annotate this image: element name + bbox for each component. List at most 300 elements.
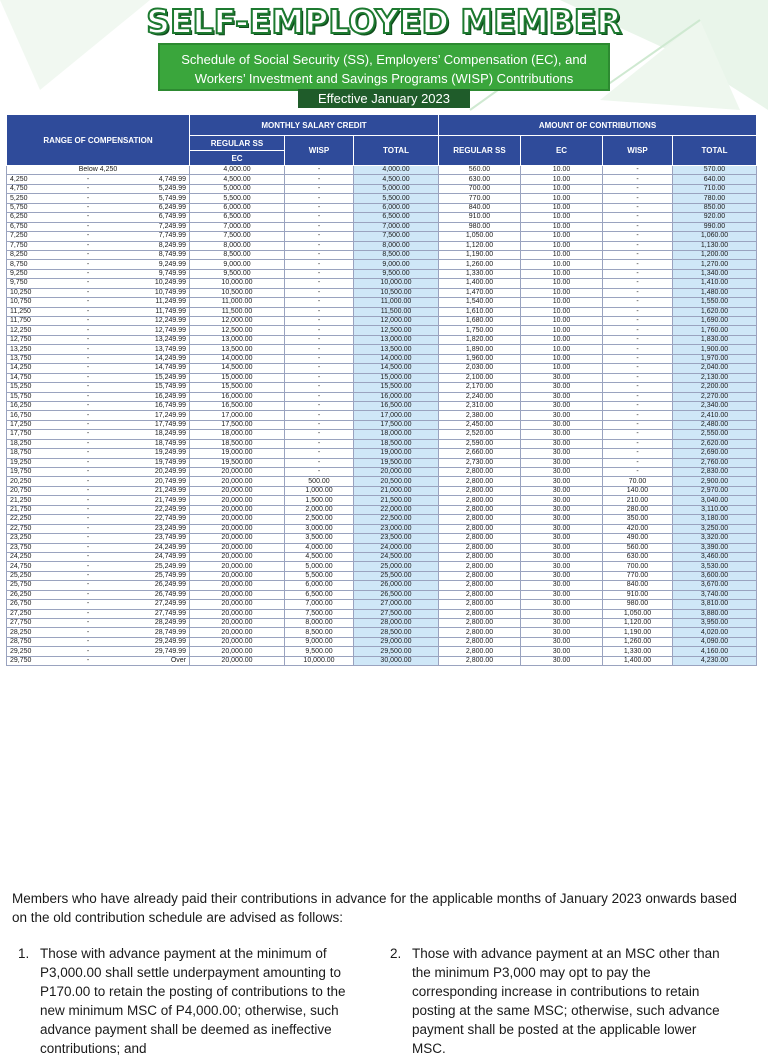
- msc-total-cell: 4,000.00: [354, 166, 439, 175]
- contrib-wisp-cell: -: [603, 345, 673, 354]
- table-row: [7, 175, 757, 184]
- contrib-regular-ss-cell: 2,800.00: [439, 543, 521, 552]
- msc-regular-ss-cell: 20,000.00: [190, 534, 285, 543]
- range-cell: [7, 184, 190, 193]
- msc-wisp-cell: 7,500.00: [285, 609, 354, 618]
- msc-regular-ss-cell: 9,500.00: [190, 269, 285, 278]
- table-row: [7, 477, 757, 486]
- table-row: [7, 600, 757, 609]
- contrib-total-cell: 920.00: [673, 213, 757, 222]
- msc-regular-ss-cell: 20,000.00: [190, 571, 285, 580]
- table-row: [7, 468, 757, 477]
- range-dash: -: [86, 534, 90, 542]
- contrib-ec-cell: 10.00: [521, 335, 603, 344]
- range-to: 8,749.99: [158, 251, 186, 259]
- range-to: 23,249.99: [154, 524, 186, 532]
- contrib-regular-ss-cell: 2,800.00: [439, 647, 521, 656]
- contrib-total-cell: 1,900.00: [673, 345, 757, 354]
- msc-total-cell: 25,000.00: [354, 562, 439, 571]
- effective-date-badge: Effective January 2023: [298, 89, 470, 108]
- range-cell: [7, 260, 190, 269]
- msc-regular-ss-cell: 20,000.00: [190, 505, 285, 514]
- range-to: 22,249.99: [154, 505, 186, 513]
- msc-wisp-cell: -: [285, 269, 354, 278]
- contrib-wisp-cell: -: [603, 241, 673, 250]
- table-row: [7, 420, 757, 429]
- contrib-regular-ss-cell: 1,470.00: [439, 288, 521, 297]
- contrib-regular-ss-cell: 2,800.00: [439, 581, 521, 590]
- contrib-wisp-cell: -: [603, 307, 673, 316]
- table-row: [7, 628, 757, 637]
- contrib-regular-ss-cell: 2,730.00: [439, 458, 521, 467]
- msc-regular-ss-cell: 7,500.00: [190, 232, 285, 241]
- range-dash: -: [86, 487, 90, 495]
- range-from: 10,750: [10, 298, 32, 306]
- range-cell: [7, 477, 190, 486]
- table-row: [7, 552, 757, 561]
- msc-regular-ss-cell: 20,000.00: [190, 619, 285, 628]
- contrib-regular-ss-cell: 2,800.00: [439, 656, 521, 665]
- range-cell: [7, 279, 190, 288]
- range-cell: [7, 298, 190, 307]
- contrib-regular-ss-cell: 2,800.00: [439, 486, 521, 495]
- msc-total-cell: 9,500.00: [354, 269, 439, 278]
- range-from: 8,250: [10, 251, 28, 259]
- contrib-ec-cell: 30.00: [521, 524, 603, 533]
- msc-regular-ss-cell: 20,000.00: [190, 468, 285, 477]
- table-row: [7, 637, 757, 646]
- note-item-2-line: Those with advance payment at an MSC other than: [412, 946, 720, 961]
- range-cell: [7, 590, 190, 599]
- range-from: 12,750: [10, 336, 32, 344]
- range-cell: [7, 307, 190, 316]
- contrib-total-cell: 3,110.00: [673, 505, 757, 514]
- msc-wisp-cell: 1,500.00: [285, 496, 354, 505]
- contrib-ec-cell: 30.00: [521, 439, 603, 448]
- msc-regular-ss-cell: 20,000.00: [190, 600, 285, 609]
- msc-wisp-cell: -: [285, 383, 354, 392]
- contrib-wisp-cell: -: [603, 439, 673, 448]
- contrib-total-cell: 4,230.00: [673, 656, 757, 665]
- range-from: 20,750: [10, 487, 32, 495]
- contrib-regular-ss-cell: 1,120.00: [439, 241, 521, 250]
- note-item-1-line: P170.00 to retain the posting of contributions to the: [40, 984, 346, 999]
- contrib-wisp-cell: -: [603, 392, 673, 401]
- range-cell: [7, 222, 190, 231]
- range-to: 20,749.99: [154, 477, 186, 485]
- contrib-regular-ss-cell: 2,800.00: [439, 637, 521, 646]
- table-row: [7, 534, 757, 543]
- contrib-ec-cell: 30.00: [521, 656, 603, 665]
- note-item-2-line: the minimum P3,000 may opt to pay the: [412, 965, 651, 980]
- contrib-total-cell: 3,320.00: [673, 534, 757, 543]
- range-from: 16,250: [10, 402, 32, 410]
- msc-regular-ss-cell: 20,000.00: [190, 590, 285, 599]
- msc-wisp-cell: -: [285, 354, 354, 363]
- range-from: 25,750: [10, 581, 32, 589]
- contrib-total-cell: 570.00: [673, 166, 757, 175]
- contrib-regular-ss-cell: 1,960.00: [439, 354, 521, 363]
- contrib-regular-ss-cell: 840.00: [439, 203, 521, 212]
- note-item-2: [390, 944, 750, 1058]
- range-cell: [7, 326, 190, 335]
- note-item-2-line: payment shall be posted at the applicable lower: [412, 1022, 697, 1037]
- advance-payment-note: Members who have already paid their contributions in advance for the applicable months of January 2023 onwards based on the old contribution schedule are advised as follows:: [12, 891, 737, 925]
- range-from: 10,250: [10, 288, 32, 296]
- header-ec-contrib: EC: [521, 136, 603, 166]
- table-row: [7, 354, 757, 363]
- msc-wisp-cell: -: [285, 175, 354, 184]
- contrib-wisp-cell: -: [603, 279, 673, 288]
- contrib-regular-ss-cell: 2,800.00: [439, 496, 521, 505]
- range-dash: -: [86, 317, 90, 325]
- contrib-total-cell: 2,830.00: [673, 468, 757, 477]
- contrib-regular-ss-cell: 2,800.00: [439, 619, 521, 628]
- contrib-total-cell: 1,130.00: [673, 241, 757, 250]
- table-row: [7, 383, 757, 392]
- contrib-wisp-cell: -: [603, 175, 673, 184]
- range-dash: -: [86, 383, 90, 391]
- range-to: 22,749.99: [154, 515, 186, 523]
- contrib-regular-ss-cell: 630.00: [439, 175, 521, 184]
- range-from: 9,750: [10, 279, 28, 287]
- range-cell: [7, 354, 190, 363]
- table-row: [7, 373, 757, 382]
- table-row: [7, 364, 757, 373]
- range-cell: [7, 194, 190, 203]
- contrib-total-cell: 1,340.00: [673, 269, 757, 278]
- contrib-regular-ss-cell: 560.00: [439, 166, 521, 175]
- range-cell: Below 4,250: [7, 166, 190, 175]
- msc-total-cell: 7,500.00: [354, 232, 439, 241]
- range-from: 11,750: [10, 317, 31, 325]
- msc-total-cell: 16,500.00: [354, 401, 439, 410]
- msc-wisp-cell: -: [285, 288, 354, 297]
- msc-wisp-cell: 7,000.00: [285, 600, 354, 609]
- contrib-regular-ss-cell: 2,590.00: [439, 439, 521, 448]
- msc-wisp-cell: -: [285, 468, 354, 477]
- contrib-total-cell: 2,410.00: [673, 411, 757, 420]
- msc-wisp-cell: -: [285, 345, 354, 354]
- range-from: 12,250: [10, 326, 32, 334]
- range-cell: [7, 411, 190, 420]
- contrib-wisp-cell: 770.00: [603, 571, 673, 580]
- contrib-total-cell: 3,670.00: [673, 581, 757, 590]
- contrib-regular-ss-cell: 1,260.00: [439, 260, 521, 269]
- contrib-wisp-cell: 980.00: [603, 600, 673, 609]
- range-cell: [7, 571, 190, 580]
- contrib-ec-cell: 30.00: [521, 392, 603, 401]
- msc-regular-ss-cell: 20,000.00: [190, 647, 285, 656]
- contrib-wisp-cell: -: [603, 354, 673, 363]
- msc-wisp-cell: -: [285, 184, 354, 193]
- contrib-ec-cell: 30.00: [521, 401, 603, 410]
- contrib-wisp-cell: -: [603, 269, 673, 278]
- range-to: 21,249.99: [154, 487, 186, 495]
- msc-regular-ss-cell: 6,000.00: [190, 203, 285, 212]
- range-from: 17,750: [10, 430, 32, 438]
- msc-wisp-cell: -: [285, 298, 354, 307]
- contrib-wisp-cell: -: [603, 317, 673, 326]
- contrib-regular-ss-cell: 1,750.00: [439, 326, 521, 335]
- contrib-total-cell: 3,530.00: [673, 562, 757, 571]
- range-cell: [7, 543, 190, 552]
- contrib-ec-cell: 30.00: [521, 383, 603, 392]
- range-from: 22,250: [10, 515, 32, 523]
- msc-wisp-cell: 1,000.00: [285, 486, 354, 495]
- table-row: [7, 392, 757, 401]
- range-from: 19,750: [10, 468, 32, 476]
- range-dash: -: [86, 600, 90, 608]
- range-dash: -: [86, 430, 90, 438]
- contrib-wisp-cell: 1,330.00: [603, 647, 673, 656]
- msc-wisp-cell: -: [285, 401, 354, 410]
- contrib-regular-ss-cell: 1,540.00: [439, 298, 521, 307]
- msc-wisp-cell: 9,500.00: [285, 647, 354, 656]
- msc-regular-ss-cell: 20,000.00: [190, 486, 285, 495]
- msc-wisp-cell: 4,500.00: [285, 552, 354, 561]
- contrib-regular-ss-cell: 1,330.00: [439, 269, 521, 278]
- msc-regular-ss-cell: 10,000.00: [190, 279, 285, 288]
- note-item-1-line: new minimum MSC of P4,000.00; otherwise, such: [40, 1003, 339, 1018]
- range-to: 28,249.99: [154, 619, 186, 627]
- table-row: [7, 449, 757, 458]
- contrib-ec-cell: 30.00: [521, 543, 603, 552]
- contrib-wisp-cell: -: [603, 430, 673, 439]
- msc-wisp-cell: 9,000.00: [285, 637, 354, 646]
- contrib-wisp-cell: 350.00: [603, 515, 673, 524]
- range-cell: [7, 335, 190, 344]
- contrib-regular-ss-cell: 2,800.00: [439, 571, 521, 580]
- contrib-wisp-cell: 700.00: [603, 562, 673, 571]
- contrib-ec-cell: 30.00: [521, 373, 603, 382]
- msc-wisp-cell: -: [285, 449, 354, 458]
- range-dash: -: [86, 203, 90, 211]
- table-row: [7, 562, 757, 571]
- contrib-total-cell: 1,550.00: [673, 298, 757, 307]
- table-row: [7, 250, 757, 259]
- range-from: 4,250: [10, 175, 28, 183]
- table-row: [7, 279, 757, 288]
- msc-total-cell: 14,000.00: [354, 354, 439, 363]
- contrib-wisp-cell: 140.00: [603, 486, 673, 495]
- contrib-wisp-cell: 490.00: [603, 534, 673, 543]
- range-dash: -: [86, 553, 90, 561]
- msc-regular-ss-cell: 17,000.00: [190, 411, 285, 420]
- contrib-wisp-cell: 1,260.00: [603, 637, 673, 646]
- range-to: 23,749.99: [154, 534, 186, 542]
- msc-regular-ss-cell: 20,000.00: [190, 543, 285, 552]
- contrib-ec-cell: 30.00: [521, 477, 603, 486]
- range-from: 24,250: [10, 553, 32, 561]
- msc-total-cell: 17,500.00: [354, 420, 439, 429]
- note-item-2-line: MSC.: [412, 1041, 446, 1056]
- msc-regular-ss-cell: 11,000.00: [190, 298, 285, 307]
- range-cell: [7, 430, 190, 439]
- msc-regular-ss-cell: 12,500.00: [190, 326, 285, 335]
- subtitle-line-2: Workers’ Investment and Savings Programs (WISP) Contributions: [194, 71, 574, 86]
- range-from: 23,750: [10, 543, 32, 551]
- range-cell: [7, 317, 190, 326]
- range-cell: [7, 486, 190, 495]
- range-cell: [7, 581, 190, 590]
- range-from: 14,750: [10, 373, 32, 381]
- contrib-regular-ss-cell: 1,190.00: [439, 250, 521, 259]
- range-from: 29,250: [10, 647, 32, 655]
- msc-regular-ss-cell: 20,000.00: [190, 637, 285, 646]
- msc-total-cell: 26,500.00: [354, 590, 439, 599]
- contrib-total-cell: 3,180.00: [673, 515, 757, 524]
- msc-wisp-cell: -: [285, 166, 354, 175]
- range-cell: [7, 458, 190, 467]
- contrib-total-cell: 1,620.00: [673, 307, 757, 316]
- range-from: 11,250: [10, 307, 31, 315]
- range-cell: [7, 637, 190, 646]
- table-row: [7, 232, 757, 241]
- note-item-2-line: posting at the same MSC; otherwise, such advance: [412, 1003, 720, 1018]
- range-from: 26,250: [10, 590, 32, 598]
- contrib-total-cell: 2,550.00: [673, 430, 757, 439]
- range-dash: -: [86, 260, 90, 268]
- contrib-total-cell: 2,620.00: [673, 439, 757, 448]
- msc-regular-ss-cell: 11,500.00: [190, 307, 285, 316]
- msc-regular-ss-cell: 8,000.00: [190, 241, 285, 250]
- range-from: 14,250: [10, 364, 32, 372]
- table-row: [7, 486, 757, 495]
- contrib-wisp-cell: 210.00: [603, 496, 673, 505]
- note-item-1-line: P3,000.00 shall settle underpayment amounting to: [40, 965, 341, 980]
- msc-wisp-cell: -: [285, 260, 354, 269]
- msc-wisp-cell: -: [285, 392, 354, 401]
- contrib-ec-cell: 30.00: [521, 505, 603, 514]
- range-cell: [7, 392, 190, 401]
- contrib-ec-cell: 10.00: [521, 345, 603, 354]
- contrib-regular-ss-cell: 1,050.00: [439, 232, 521, 241]
- range-from: 5,250: [10, 194, 28, 202]
- range-from: 26,750: [10, 600, 32, 608]
- table-row: [7, 430, 757, 439]
- msc-regular-ss-cell: 15,500.00: [190, 383, 285, 392]
- range-to: 18,749.99: [154, 439, 186, 447]
- msc-total-cell: 6,500.00: [354, 213, 439, 222]
- msc-wisp-cell: -: [285, 317, 354, 326]
- msc-total-cell: 7,000.00: [354, 222, 439, 231]
- contrib-ec-cell: 10.00: [521, 317, 603, 326]
- contrib-total-cell: 3,810.00: [673, 600, 757, 609]
- msc-total-cell: 16,000.00: [354, 392, 439, 401]
- msc-wisp-cell: 3,000.00: [285, 524, 354, 533]
- contrib-total-cell: 3,040.00: [673, 496, 757, 505]
- contrib-regular-ss-cell: 2,800.00: [439, 477, 521, 486]
- msc-wisp-cell: -: [285, 439, 354, 448]
- contrib-ec-cell: 10.00: [521, 250, 603, 259]
- table-row: [7, 571, 757, 580]
- contrib-ec-cell: 10.00: [521, 213, 603, 222]
- msc-wisp-cell: -: [285, 373, 354, 382]
- contrib-wisp-cell: 1,400.00: [603, 656, 673, 665]
- msc-total-cell: 20,500.00: [354, 477, 439, 486]
- msc-regular-ss-cell: 17,500.00: [190, 420, 285, 429]
- range-cell: [7, 232, 190, 241]
- contrib-ec-cell: 30.00: [521, 486, 603, 495]
- contrib-ec-cell: 30.00: [521, 637, 603, 646]
- msc-wisp-cell: -: [285, 430, 354, 439]
- range-to: 6,749.99: [158, 213, 186, 221]
- contrib-regular-ss-cell: 2,800.00: [439, 515, 521, 524]
- msc-wisp-cell: -: [285, 222, 354, 231]
- contrib-wisp-cell: -: [603, 260, 673, 269]
- msc-total-cell: 25,500.00: [354, 571, 439, 580]
- contrib-wisp-cell: -: [603, 373, 673, 382]
- msc-regular-ss-cell: 10,500.00: [190, 288, 285, 297]
- msc-regular-ss-cell: 18,000.00: [190, 430, 285, 439]
- msc-wisp-cell: -: [285, 364, 354, 373]
- table-row: [7, 288, 757, 297]
- contrib-ec-cell: 30.00: [521, 496, 603, 505]
- contrib-total-cell: 1,690.00: [673, 317, 757, 326]
- contrib-wisp-cell: -: [603, 383, 673, 392]
- range-from: 4,750: [10, 185, 28, 193]
- range-to: 24,249.99: [154, 543, 186, 551]
- msc-total-cell: 12,500.00: [354, 326, 439, 335]
- msc-total-cell: 22,000.00: [354, 505, 439, 514]
- msc-total-cell: 27,000.00: [354, 600, 439, 609]
- contrib-total-cell: 2,480.00: [673, 420, 757, 429]
- range-from: 7,750: [10, 241, 28, 249]
- contrib-wisp-cell: 630.00: [603, 552, 673, 561]
- range-from: 15,750: [10, 392, 32, 400]
- table-row: [7, 184, 757, 193]
- range-cell: [7, 269, 190, 278]
- contrib-ec-cell: 10.00: [521, 194, 603, 203]
- contrib-regular-ss-cell: 980.00: [439, 222, 521, 231]
- range-cell: [7, 439, 190, 448]
- range-from: 25,250: [10, 572, 32, 580]
- range-to: 17,249.99: [154, 411, 186, 419]
- contrib-regular-ss-cell: 2,520.00: [439, 430, 521, 439]
- range-to: 27,249.99: [154, 600, 186, 608]
- contrib-wisp-cell: -: [603, 288, 673, 297]
- range-cell: [7, 373, 190, 382]
- msc-total-cell: 28,000.00: [354, 619, 439, 628]
- contrib-wisp-cell: -: [603, 213, 673, 222]
- contrib-total-cell: 3,250.00: [673, 524, 757, 533]
- range-dash: -: [86, 175, 90, 183]
- msc-regular-ss-cell: 13,500.00: [190, 345, 285, 354]
- msc-wisp-cell: -: [285, 335, 354, 344]
- msc-wisp-cell: -: [285, 232, 354, 241]
- contrib-ec-cell: 10.00: [521, 184, 603, 193]
- range-to: 21,749.99: [154, 496, 186, 504]
- range-to: 9,749.99: [158, 270, 186, 278]
- contribution-table: [6, 114, 757, 666]
- range-dash: -: [86, 307, 90, 315]
- note-item-1-line: advance payment shall be deemed as ineffective: [40, 1022, 332, 1037]
- range-dash: -: [86, 524, 90, 532]
- table-row: [7, 515, 757, 524]
- msc-total-cell: 5,500.00: [354, 194, 439, 203]
- range-from: 23,250: [10, 534, 32, 542]
- contrib-wisp-cell: -: [603, 203, 673, 212]
- contrib-total-cell: 2,130.00: [673, 373, 757, 382]
- msc-regular-ss-cell: 20,000.00: [190, 515, 285, 524]
- header-ec: EC: [190, 151, 285, 166]
- contrib-regular-ss-cell: 2,800.00: [439, 468, 521, 477]
- range-to: 14,249.99: [154, 354, 186, 362]
- contrib-ec-cell: 10.00: [521, 222, 603, 231]
- contrib-ec-cell: 30.00: [521, 449, 603, 458]
- contrib-ec-cell: 30.00: [521, 420, 603, 429]
